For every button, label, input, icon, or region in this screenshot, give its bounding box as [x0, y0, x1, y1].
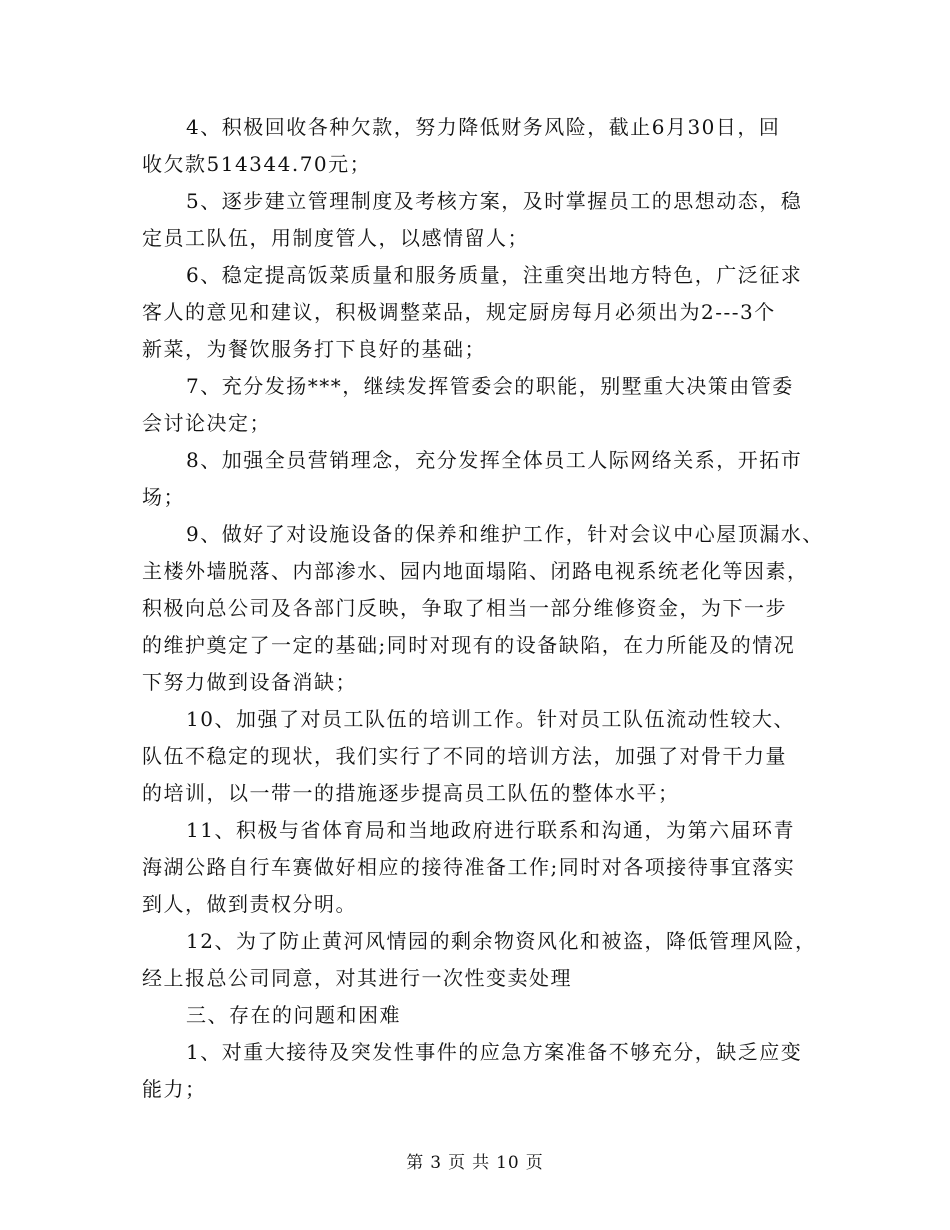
- text-line: 定员工队伍，用制度管人，以感情留人；: [142, 226, 529, 250]
- text-line: 收欠款514344.70元；: [142, 152, 372, 176]
- footer-prefix: 第: [406, 1153, 425, 1173]
- text-line: 6、稳定提高饭菜质量和服务质量，注重突出地方特色，广泛征求: [186, 263, 803, 287]
- text-line: 的培训，以一带一的措施逐步提高员工队伍的整体水平；: [142, 781, 680, 805]
- section-heading: 三、存在的问题和困难: [186, 1003, 401, 1027]
- text-line: 10、加强了对员工队伍的培训工作。针对员工队伍流动性较大、: [186, 707, 795, 731]
- footer-page-word: 页: [448, 1153, 467, 1173]
- text-line: 1、对重大接待及突发性事件的应急方案准备不够充分，缺乏应变: [186, 1040, 803, 1064]
- text-line: 会讨论决定；: [142, 411, 271, 435]
- text-line: 积极向总公司及各部门反映，争取了相当一部分维修资金，为下一步: [142, 596, 787, 620]
- page-footer: [0, 1152, 950, 1174]
- text-line: 9、做好了对设施设备的保养和维护工作，针对会议中心屋顶漏水、: [186, 522, 824, 546]
- text-line: 4、积极回收各种欠款，努力降低财务风险，截止6月30日，回: [186, 115, 781, 139]
- footer-suffix: 页: [525, 1153, 544, 1173]
- text-line: 下努力做到设备消缺；: [142, 670, 357, 694]
- text-line: 7、充分发扬***，继续发挥管委会的职能，别墅重大决策由管委: [186, 374, 794, 398]
- text-line: 场；: [142, 485, 185, 509]
- text-line: 队伍不稳定的现状，我们实行了不同的培训方法，加强了对骨干力量: [142, 744, 787, 768]
- text-line: 海湖公路自行车赛做好相应的接待准备工作;同时对各项接待事宜落实: [142, 855, 796, 879]
- text-line: 的维护奠定了一定的基础;同时对现有的设备缺陷，在力所能及的情况: [142, 633, 796, 657]
- text-line: 8、加强全员营销理念，充分发挥全体员工人际网络关系，开拓市: [186, 448, 803, 472]
- text-line: 能力；: [142, 1077, 207, 1101]
- current-page-number: 3: [430, 1153, 443, 1173]
- footer-total-word: 共: [472, 1153, 491, 1173]
- text-line: 到人，做到责权分明。: [142, 892, 357, 916]
- text-line: 11、积极与省体育局和当地政府进行联系和沟通，为第六届环青: [186, 818, 795, 842]
- text-line: 新菜，为餐饮服务打下良好的基础；: [142, 337, 486, 361]
- text-line: 12、为了防止黄河风情园的剩余物资风化和被盗，降低管理风险，: [186, 929, 817, 953]
- text-line: 主楼外墙脱落、内部渗水、园内地面塌陷、闭路电视系统老化等因素，: [142, 559, 809, 583]
- text-line: 5、逐步建立管理制度及考核方案，及时掌握员工的思想动态，稳: [186, 189, 803, 213]
- total-page-number: 10: [496, 1153, 520, 1173]
- text-line: 经上报总公司同意，对其进行一次性变卖处理: [142, 966, 572, 990]
- text-line: 客人的意见和建议，积极调整菜品，规定厨房每月必须出为2---3个: [142, 300, 776, 324]
